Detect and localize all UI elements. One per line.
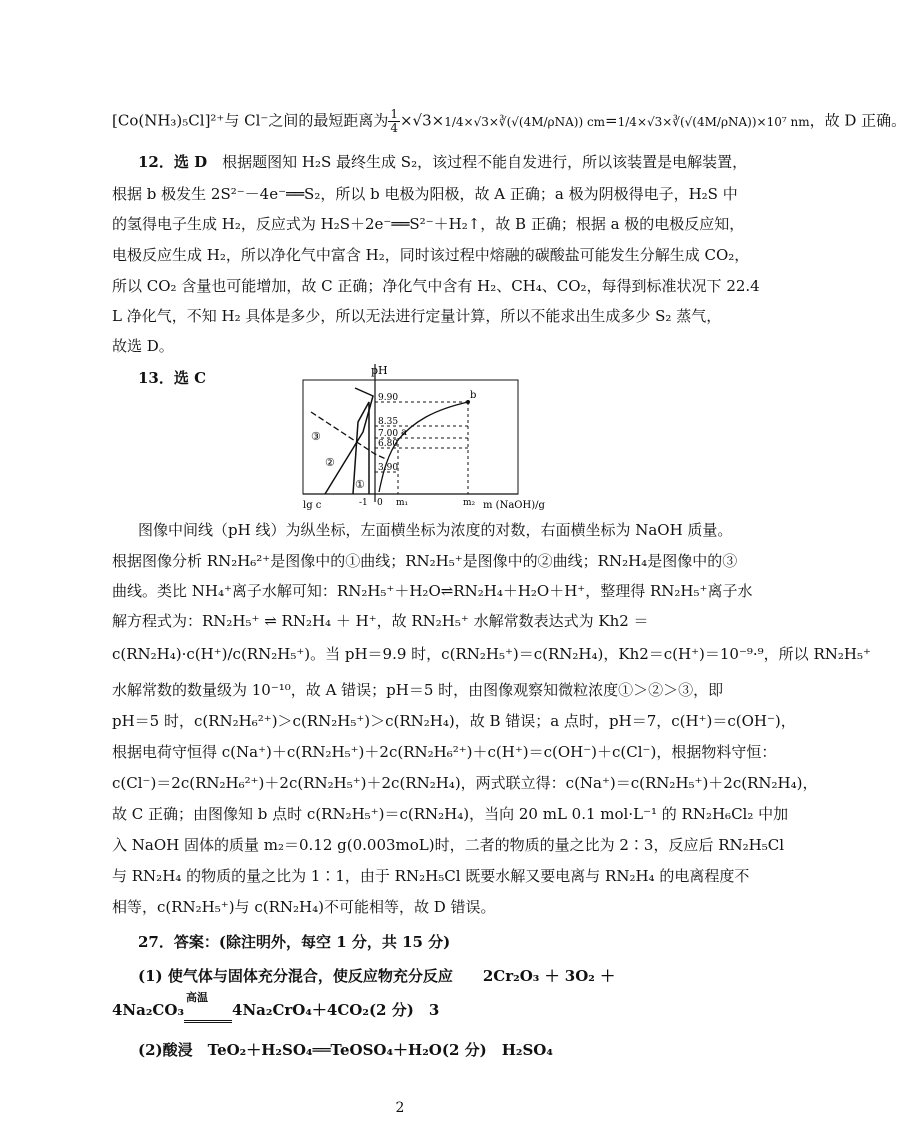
x-label-right: m (NaOH)/g <box>483 500 545 511</box>
y-label: pH <box>371 364 388 377</box>
x-tick-label: 0 <box>377 498 383 508</box>
q27-part1: (1) 使气体与固体充分混合，使反应物充分反应 2Cr₂O₃ ＋ 3O₂ ＋ <box>138 967 616 985</box>
q12-line-6: L 净化气，不知 H₂ 具体是多少，所以无法进行定量计算，所以不能求出生成多少 S₂ 蒸气， <box>112 307 722 325</box>
q13-head: 13．选 C <box>138 369 207 387</box>
y-tick-label: 9.90 <box>378 393 399 403</box>
fraction-quarter: $\frac{1}{4}$ <box>390 107 398 135</box>
x-label-left: lg c <box>303 500 322 511</box>
q13-text-9: c(Cl⁻)＝2c(RN₂H₆²⁺)＋2c(RN₂H₅⁺)＋2c(RN₂H₄)，两式联立得：c(Na⁺)＝c(RN₂H₅⁺)＋2c(RN₂H₄)， <box>112 774 818 792</box>
q12-head: 12．选 D <box>138 153 208 171</box>
page-number: 2 <box>395 1100 405 1116</box>
y-tick-label: 3.90 <box>378 463 399 473</box>
q13-text-10: 故 C 正确；由图像知 b 点时 c(RN₂H₅⁺)＝c(RN₂H₄)，当向 20 mL 0.1 mol·L⁻¹ 的 RN₂H₆Cl₂ 中加 <box>112 805 789 823</box>
q12-line-7: 故选 D。 <box>112 337 174 355</box>
q12-line-1: 12．选 D 根据题图知 H₂S 最终生成 S₂，该过程不能自发进行，所以该装置是电解装置， <box>138 153 748 171</box>
q12-line-5: 所以 CO₂ 含量也可能增加，故 C 正确；净化气中含有 H₂、CH₄、CO₂，每得到标准状况下 22.4 <box>112 277 760 295</box>
q27-part2: (2)酸浸 TeO₂＋H₂SO₄══TeOSO₄＋H₂O(2 分) H₂SO₄ <box>138 1041 553 1059</box>
condition-high-temp: 高温 <box>186 991 209 1004</box>
q13-text-8: 根据电荷守恒得 c(Na⁺)＋c(RN₂H₅⁺)＋2c(RN₂H₆²⁺)＋c(H⁺)＝c(OH⁻)＋c(Cl⁻)，根据物料守恒： <box>112 743 777 761</box>
q13-text-5: c(RN₂H₄)·c(H⁺)/c(RN₂H₅⁺)。当 pH＝9.9 时，c(RN₂H₅⁺)＝c(RN₂H₄)，Kh2＝c(H⁺)＝10⁻⁹·⁹，所以 RN₂H₅⁺ <box>112 645 871 663</box>
formula-nm: 1/4×√3×∛(√(4M/ρNA))×10⁷ nm <box>617 114 810 129</box>
x-tick-label: m₂ <box>463 498 476 508</box>
curve-label-2: ② <box>325 456 335 469</box>
q12-line-3: 的氢得电子生成 H₂，反应式为 H₂S＋2e⁻══S²⁻＋H₂↑，故 B 正确；根据 a 极的电极反应知， <box>112 215 745 233</box>
q12-line-2: 根据 b 极发生 2S²⁻－4e⁻══S₂，所以 b 电极为阳极，故 A 正确；a 极为阴极得电子，H₂S 中 <box>112 185 738 203</box>
q13-text-13: 相等，c(RN₂H₅⁺)与 c(RN₂H₄)不可能相等，故 D 错误。 <box>112 898 496 916</box>
q13-text-7: pH＝5 时，c(RN₂H₆²⁺)＞c(RN₂H₅⁺)＞c(RN₂H₄)，故 B 错误；a 点时，pH＝7，c(H⁺)＝c(OH⁻)， <box>112 712 796 730</box>
para1-prefix: [Co(NH₃)₅Cl]²⁺与 Cl⁻之间的最短距离为 <box>112 111 389 130</box>
q27-part1-equation: 4Na₂CO₃ 高温 4Na₂CrO₄＋4CO₂(2 分) 3 <box>112 1000 692 1023</box>
q13-text-12: 与 RN₂H₄ 的物质的量之比为 1∶1，由于 RN₂H₅Cl 既要水解又要电离与 RN₂H₄ 的电离程度不 <box>112 867 750 885</box>
q13-text-2: 根据图像分析 RN₂H₆²⁺是图像中的①曲线；RN₂H₅⁺是图像中的②曲线；RN₂H₄是图像中的③ <box>112 552 738 570</box>
q12-line-4: 电极反应生成 H₂，所以净化气中富含 H₂，同时该过程中熔融的碳酸盐可能发生分解生成 CO₂， <box>112 246 750 264</box>
y-tick-label: 7.00 <box>378 429 399 439</box>
curve-2 <box>325 388 373 494</box>
formula-cm: 1/4×√3×∛(√(4M/ρNA)) cm <box>444 114 606 129</box>
y-tick-label: 6.80 <box>378 439 399 449</box>
para1-line: [Co(NH₃)₅Cl]²⁺与 Cl⁻之间的最短距离为 $\frac{1}{4}$ ×√3×1/4×√3×∛(√(4M/ρNA)) cm=1/4×√3×∛(√(4M/ρNA))×10⁷ nm，故 D 正确。 <box>112 107 906 135</box>
q13-text-11: 入 NaOH 固体的质量 m₂＝0.12 g(0.003moL)时，二者的物质的量之比为 2∶3，反应后 RN₂H₅Cl <box>112 836 785 854</box>
q13-text-6: 水解常数的数量级为 10⁻¹⁰，故 A 错误；pH＝5 时，由图像观察知微粒浓度①＞②＞③，即 <box>112 681 724 699</box>
curve-label-1: ① <box>355 478 365 491</box>
point-b-label: b <box>470 390 477 401</box>
para1-suffix: ，故 D 正确。 <box>809 111 906 130</box>
x-tick-label: m₁ <box>396 498 409 508</box>
ph-chart <box>303 362 563 512</box>
q27-head: 27．答案：(除注明外，每空 1 分，共 15 分) <box>138 933 451 951</box>
q13-text-4: 解方程式为：RN₂H₅⁺ ⇌ RN₂H₄ ＋ H⁺，故 RN₂H₅⁺ 水解常数表达式为 Kh2 ＝ <box>112 612 649 630</box>
q13-text-3: 曲线。类比 NH₄⁺离子水解可知：RN₂H₅⁺＋H₂O⇌RN₂H₄＋H₂O＋H⁺，整理得 RN₂H₅⁺离子水 <box>112 582 753 600</box>
point-a-label: a <box>401 427 407 438</box>
y-tick-label: 8.35 <box>378 417 399 427</box>
x-tick-label: -1 <box>359 498 368 508</box>
q13-text-1: 图像中间线（pH 线）为纵坐标，左面横坐标为浓度的对数，右面横坐标为 NaOH 质量。 <box>138 521 733 539</box>
curve-label-3: ③ <box>311 430 321 443</box>
